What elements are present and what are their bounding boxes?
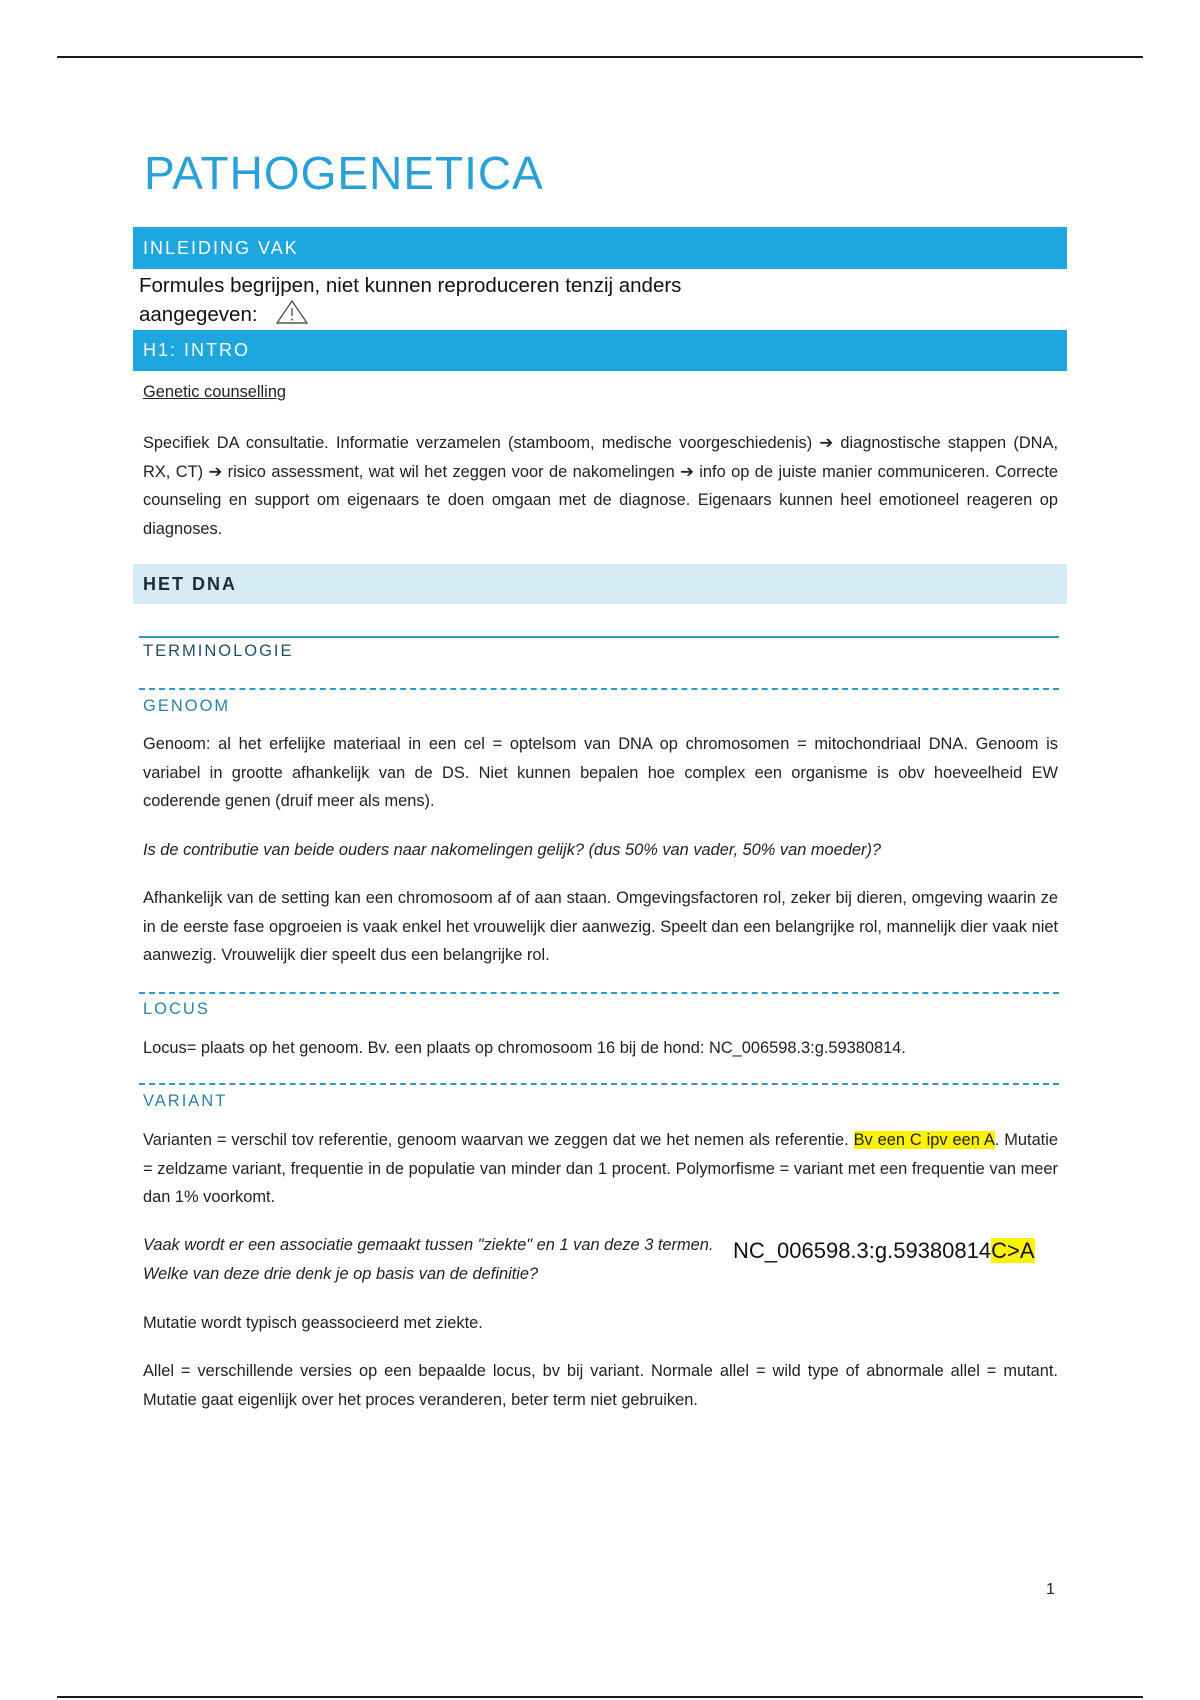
section-heading: HET DNA <box>143 573 237 594</box>
locus-paragraph: Locus= plaats op het genoom. Bv. een plaats op chromosoom 16 bij de hond: NC_006598.3:g.59380814. <box>143 1039 906 1057</box>
variant-heading: VARIANT <box>143 1092 228 1110</box>
page-number: 1 <box>1046 1581 1055 1598</box>
section-band-inleiding-vak <box>133 227 1067 269</box>
section-band-h1-intro <box>133 330 1067 371</box>
variant-question: Vaak wordt er een associatie gemaakt tussen "ziekte" en 1 van deze 3 termen. Welke van deze drie denk je op basis van de definitie? <box>143 1236 714 1283</box>
highlighted-text: Bv een C ipv een A <box>853 1131 995 1149</box>
intro-note-line1: Formules begrijpen, niet kunnen reproduceren tenzij anders <box>139 274 682 297</box>
variant-paragraph <box>143 1126 1058 1212</box>
section-heading: INLEIDING VAK <box>143 237 299 258</box>
dashed-divider <box>139 992 1059 994</box>
top-rule <box>57 56 1143 58</box>
solid-divider <box>139 636 1059 638</box>
variant-notation-prefix: NC_006598.3:g.59380814 <box>733 1238 992 1263</box>
genetic-counselling-paragraph: Specifiek DA consultatie. Informatie verzamelen (stamboom, medische voorgeschiedenis) ➔ diagnostische stappen (DNA, RX, CT) ➔ risico assessment, wat wil het zeggen voor de nakomelingen ➔ info op de juiste manier communiceren. Correcte counseling en support om eigenaars te doen omgaan met de diagnose. Eigenaars kunnen heel emotioneel reageren op diagnoses. <box>143 434 1058 538</box>
genetic-counselling-heading: Genetic counselling <box>143 383 287 401</box>
variant-answer: Mutatie wordt typisch geassocieerd met ziekte. <box>143 1314 483 1332</box>
intro-note-line2: aangegeven: <box>139 302 258 326</box>
warning-triangle-icon <box>275 299 309 332</box>
variant-text-end: . Mutatie = zeldzame variant, frequentie in de populatie van minder dan 1 procent. Polymorfisme = variant met een frequentie van meer dan 1% voorkomt. <box>143 1131 1058 1207</box>
genoom-paragraph: Genoom: al het erfelijke materiaal in een cel = optelsom van DNA op chromosomen = mitochondriaal DNA. Genoom is variabel in grootte afhankelijk van de DS. Niet kunnen bepalen hoe complex een organisme is obv hoeveelheid EW coderende genen (druif meer als mens). <box>143 735 1058 811</box>
bottom-rule <box>57 1696 1143 1698</box>
locus-heading: LOCUS <box>143 1000 210 1018</box>
variant-notation-highlight: C>A <box>991 1238 1035 1263</box>
section-band-het-dna <box>133 564 1067 604</box>
genoom-answer: Afhankelijk van de setting kan een chromosoom af of aan staan. Omgevingsfactoren rol, zeker bij dieren, omgeving waarin ze in de eerste fase opgroeien is vaak enkel het vrouwelijk dier aanwezig. Speelt dan een belangrijke rol, mannelijk dier vaak niet aanwezig. Vrouwelijk dier speelt dus een belangrijke rol. <box>143 889 1058 965</box>
variant-notation <box>733 1238 1035 1264</box>
document-title: PATHOGENETICA <box>144 147 544 199</box>
genoom-question: Is de contributie van beide ouders naar nakomelingen gelijk? (dus 50% van vader, 50% van moeder)? <box>143 841 882 859</box>
terminologie-heading: TERMINOLOGIE <box>143 642 294 660</box>
dashed-divider <box>139 688 1059 690</box>
genoom-heading: GENOOM <box>143 697 231 715</box>
section-heading: H1: INTRO <box>143 340 251 360</box>
variant-text-start: Varianten = verschil tov referentie, genoom waarvan we zeggen dat we het nemen als referentie. <box>143 1131 854 1149</box>
intro-note <box>139 272 779 332</box>
allel-paragraph: Allel = verschillende versies op een bepaalde locus, bv bij variant. Normale allel = wild type of abnormale allel = mutant. Mutatie gaat eigenlijk over het proces veranderen, beter term niet gebruiken. <box>143 1362 1058 1409</box>
dashed-divider <box>139 1083 1059 1085</box>
